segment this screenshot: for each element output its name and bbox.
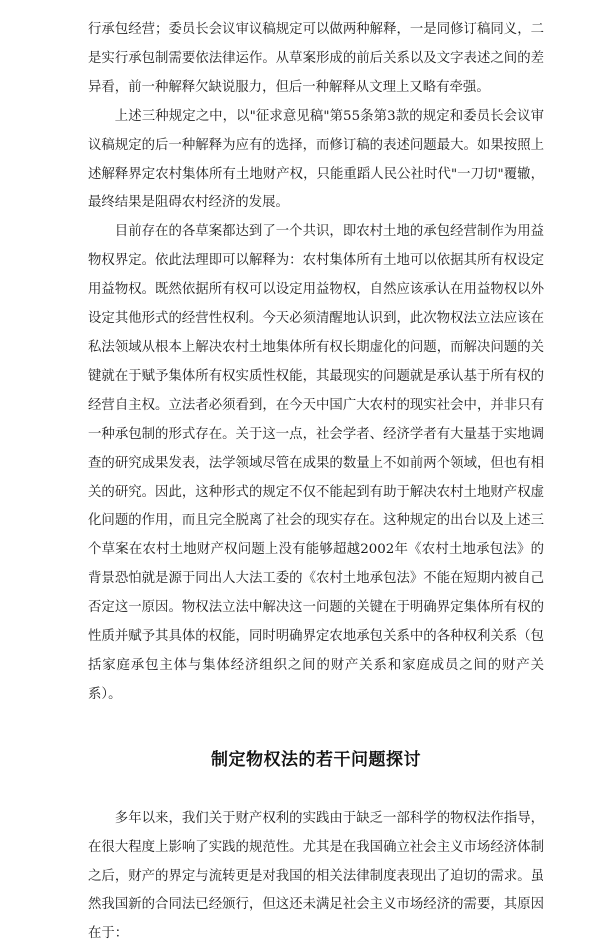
paragraph-intro: 多年以来，我们关于财产权利的实践由于缺乏一部科学的物权法作指导，在很大程度上影响了实践的规范性。尤其是在我国确立社会主义市场经济体制之后，财产的界定与流转更是对我国的相关法律制度表现出了迫切的需求。虽然我国新的合同法已经颁行，但这还未满足社会主义市场经济的需要，其原因在于： bbox=[88, 810, 544, 942]
paragraph-three-provisions: 上述三种规定之中，以"征求意见稿"第55条第3款的规定和委员长会议审议稿规定的后一种解释为应有的选择，而修订稿的表述问题最大。如果按照上述解释界定农村集体所有土地财产权，只能重蹈人民公社时代"一刀切"覆辙，最终结果是阻碍农村经济的发展。 bbox=[88, 108, 544, 211]
section-title: 制定物权法的若干问题探讨 bbox=[211, 749, 421, 770]
paragraph-continuation: 行承包经营；委员长会议审议稿规定可以做两种解释，一是同修订稿同义，二是实行承包制需要依法律运作。从草案形成的前后关系以及文字表述之间的差异看，前一种解释欠缺说服力，但后一种解释从文理上又略有牵强。 bbox=[88, 22, 544, 95]
paragraph-consensus: 目前存在的各草案都达到了一个共识，即农村土地的承包经营制作为用益物权界定。依此法理即可以解释为：农村集体所有土地可以依据其所有权设定用益物权。既然依据所有权可以设定用益物权，自然应该承认在用益物权以外设定其他形式的经营性权利。今天必须清醒地认识到，此次物权法立法应该在私法领域从根本上解决农村土地集体所有权长期虚化的问题，而解决问题的关键就在于赋予集体所有权实质性权能，其最现实的问题就是承认基于所有权的经营自主权。立法者必须看到，在今天中国广大农村的现实社会中，并非只有一种承包制的形式存在。关于这一点，社会学者、经济学者有大量基于实地调查的研究成果发表，法学领域尽管在成果的数量上不如前两个领域，但也有相关的研究。因此，这种形式的规定不仅不能起到有助于解决农村土地财产权虚化问题的作用，而且完全脱离了社会的现实存在。这种规定的出台以及上述三个草案在农村土地财产权问题上没有能够超越2002年《农村土地承包法》的背景恐怕就是源于同出人大法工委的《农村土地承包法》不能在短期内被自己否定这一原因。物权法立法中解决这一问题的关键在于明确界定集体所有权的性质并赋予其具体的权能，同时明确界定农地承包关系中的各种权利关系（包括家庭承包主体与集体经济组织之间的财产关系和家庭成员之间的财产关系）。 bbox=[88, 224, 544, 702]
document-page bbox=[88, 16, 544, 949]
